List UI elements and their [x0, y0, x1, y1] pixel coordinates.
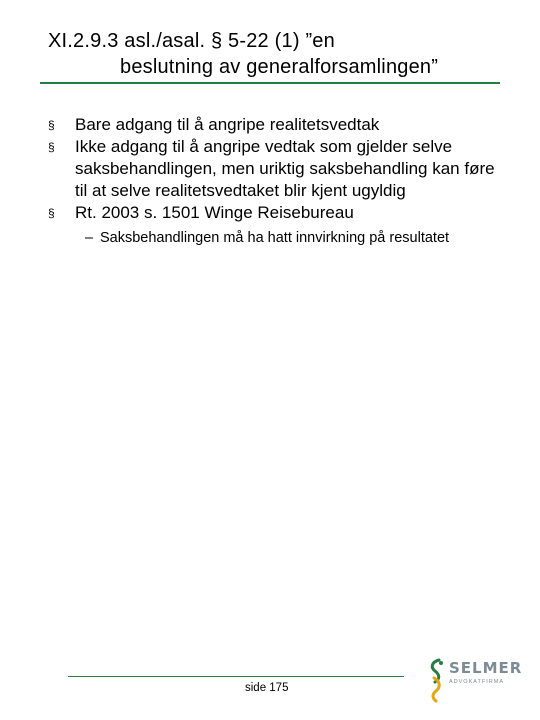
bullet-marker: §	[48, 140, 55, 154]
bullet-item	[48, 136, 508, 202]
bullet-marker: §	[48, 206, 55, 220]
logo-text: SELMER	[449, 659, 523, 677]
sub-bullet-item	[48, 228, 508, 248]
bullet-marker: §	[48, 118, 55, 132]
bullet-text: Ikke adgang til å angripe vedtak som gjelder selve saksbehandlingen, men uriktig saksbehandling kan føre til at selve realitetsvedtaket blir kjent ugyldig	[75, 137, 495, 200]
bullet-item	[48, 202, 508, 224]
selmer-logo-mark-icon	[426, 657, 446, 703]
bullet-text: Bare adgang til å angripe realitetsvedtak	[75, 115, 380, 134]
bullet-text: Rt. 2003 s. 1501 Winge Reisebureau	[75, 203, 354, 222]
footer-divider	[68, 676, 404, 677]
logo-subtext: ADVOKATFIRMA	[449, 679, 504, 685]
sub-bullet-text: Saksbehandlingen må ha hatt innvirkning på resultatet	[100, 230, 450, 246]
title-line-2: beslutning av generalforsamlingen”	[120, 56, 439, 78]
bullet-item	[48, 114, 508, 136]
slide-title	[48, 28, 508, 80]
bullet-list	[48, 114, 508, 248]
page-number: side 175	[245, 682, 289, 694]
title-underline	[40, 82, 500, 84]
sub-bullet-marker: –	[85, 230, 94, 246]
selmer-logo	[426, 656, 523, 704]
title-line-1: XI.2.9.3 asl./asal. § 5-22 (1) ”en	[48, 30, 335, 52]
